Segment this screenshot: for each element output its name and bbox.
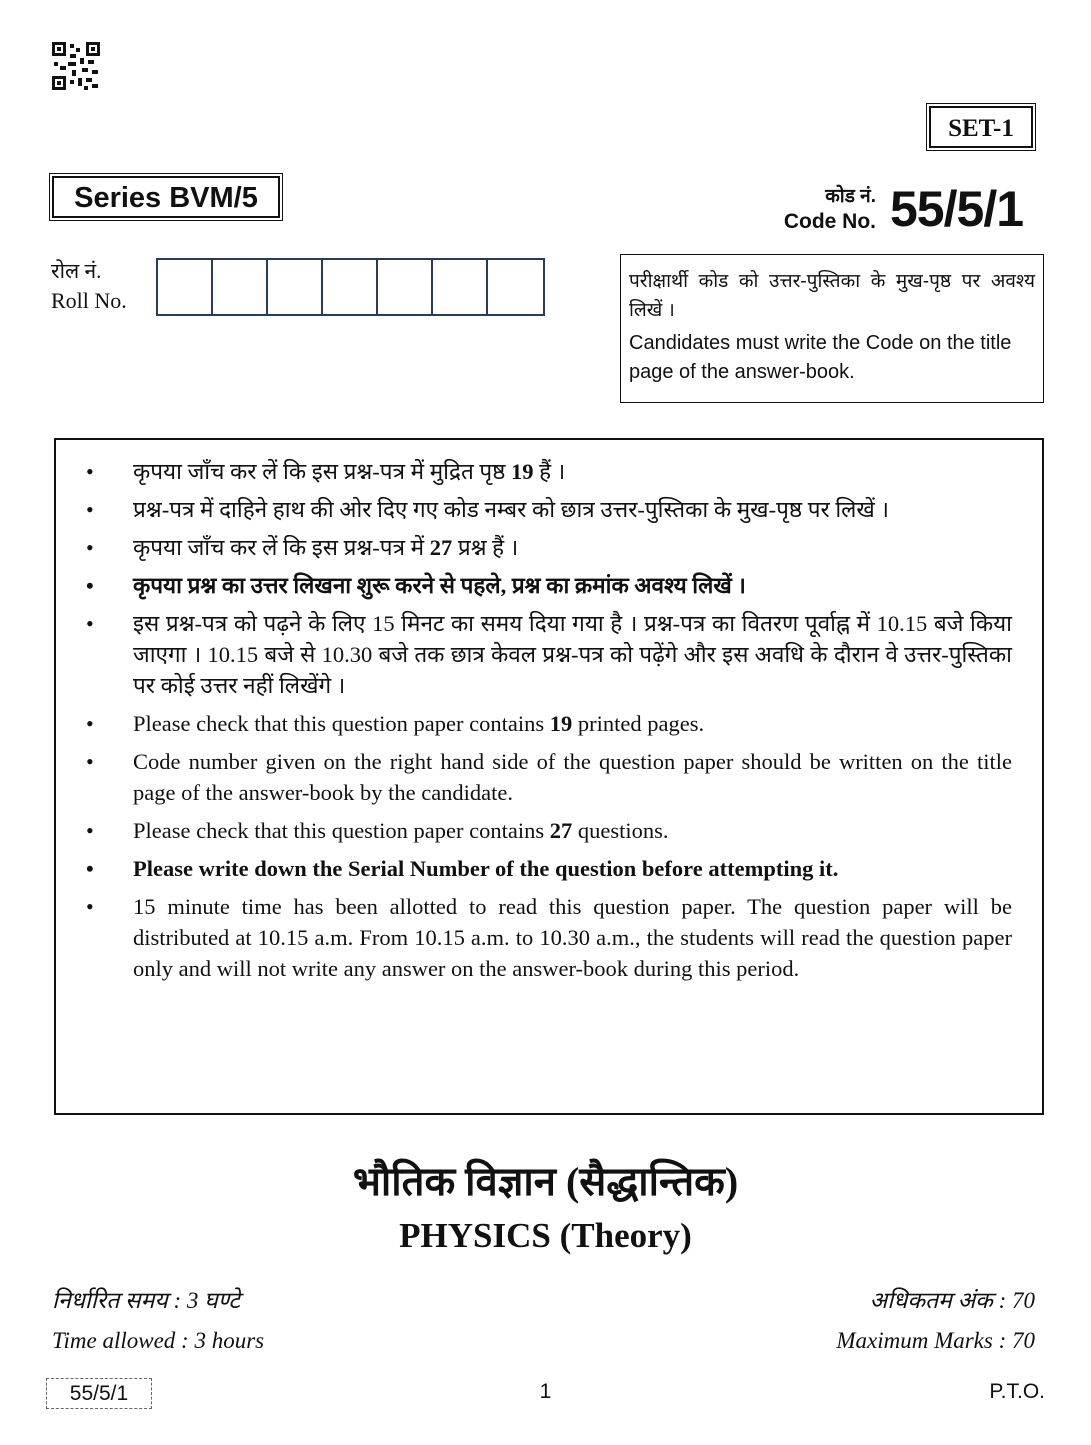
roll-digit-box[interactable] [213,260,268,314]
instruction-text: Code number given on the right hand side of the question paper should be written on the title page of the answer-book by the candidate. [133,749,1012,805]
instruction-text: प्रश्न हैं । [452,535,519,560]
roll-label-hindi: रोल नं. [51,259,102,283]
instruction-text: कृपया प्रश्न का उत्तर लिखना शुरू करने से पहले, प्रश्न का क्रमांक अवश्य लिखें । [133,573,746,598]
max-marks-english: Maximum Marks : 70 [836,1328,1035,1353]
instruction-item [86,532,1012,563]
instruction-text: Please check that this question paper contains [133,818,550,843]
instruction-item [86,494,1012,525]
instructions-box [54,438,1044,1115]
code-label-hindi: कोड नं. [825,186,876,207]
roll-digit-box[interactable] [158,260,213,314]
page-number: 1 [539,1380,552,1403]
series-label: Series BVM/5 [52,176,280,218]
roll-digit-box[interactable] [433,260,488,314]
instruction-item [86,570,1012,601]
candidate-note-hindi: परीक्षार्थी कोड को उत्तर-पुस्तिका के मुख-पृष्ठ पर अवश्य लिखें । [629,271,1035,321]
instruction-item [86,708,1012,739]
max-marks-hindi: अधिकतम अंक : 70 [869,1288,1035,1313]
instruction-text: कृपया जाँच कर लें कि इस प्रश्न-पत्र में [133,535,430,560]
time-allowed-english: Time allowed : 3 hours [52,1328,265,1353]
instruction-text: Please check that this question paper contains [133,711,550,736]
instruction-item [86,608,1012,701]
candidate-code-note [620,254,1044,403]
instruction-item [86,891,1012,984]
instruction-text: questions. [572,818,669,843]
instruction-item [86,456,1012,487]
instruction-text: कृपया जाँच कर लें कि इस प्रश्न-पत्र में मुद्रित पृष्ठ [133,459,512,484]
qr-code-icon [52,42,100,90]
roll-number-boxes [156,258,545,316]
roll-digit-box[interactable] [488,260,543,314]
instruction-item [86,853,1012,884]
candidate-note-english: Candidates must write the Code on the title page of the answer-book. [629,332,1012,383]
roll-digit-box[interactable] [268,260,323,314]
pto-label: P.T.O. [989,1380,1045,1403]
footer-code: 55/5/1 [46,1378,152,1409]
instruction-text: प्रश्न-पत्र में दाहिने हाथ की ओर दिए गए कोड नम्बर को छात्र उत्तर-पुस्तिका के मुख-पृष्ठ पर लिखें । [133,497,889,522]
set-label: SET-1 [929,106,1033,148]
instruction-text: Please write down the Serial Number of the question before attempting it. [133,856,839,881]
instruction-number: 19 [511,459,534,484]
instruction-text: हैं । [533,459,566,484]
instructions-list [86,456,1012,984]
code-number: 55/5/1 [890,181,1024,237]
subject-title-english: PHYSICS (Theory) [399,1216,692,1255]
time-allowed-hindi: निर्धारित समय : 3 घण्टे [52,1288,240,1313]
instruction-item [86,746,1012,808]
instruction-text: 15 minute time has been allotted to read this question paper. The question paper will be distributed at 10.15 a.m. From 10.15 a.m. to 10.30 a.m., the students will read the question paper only and will not write any answer on the answer-book during this period. [133,894,1012,981]
instruction-number: 19 [549,711,573,736]
instruction-text: इस प्रश्न-पत्र को पढ़ने के लिए 15 मिनट का समय दिया गया है । प्रश्न-पत्र का वितरण पूर्वाह्न में 10.15 बजे किया जाएगा । 10.15 बजे से 10.30 बजे तक छात्र केवल प्रश्न-पत्र को पढ़ेंगे और इस अवधि के दौरान वे उत्तर-पुस्तिका पर कोई उत्तर नहीं लिखेंगे । [133,611,1012,698]
instruction-text: printed pages. [572,711,705,736]
roll-label-english: Roll No. [51,288,127,313]
subject-title-hindi: भौतिक विज्ञान (सैद्धान्तिक) [352,1159,739,1204]
instruction-item [86,815,1012,846]
instruction-number: 27 [429,535,453,560]
roll-digit-box[interactable] [323,260,378,314]
roll-digit-box[interactable] [378,260,433,314]
instruction-number: 27 [549,818,573,843]
code-label-english: Code No. [783,210,876,233]
